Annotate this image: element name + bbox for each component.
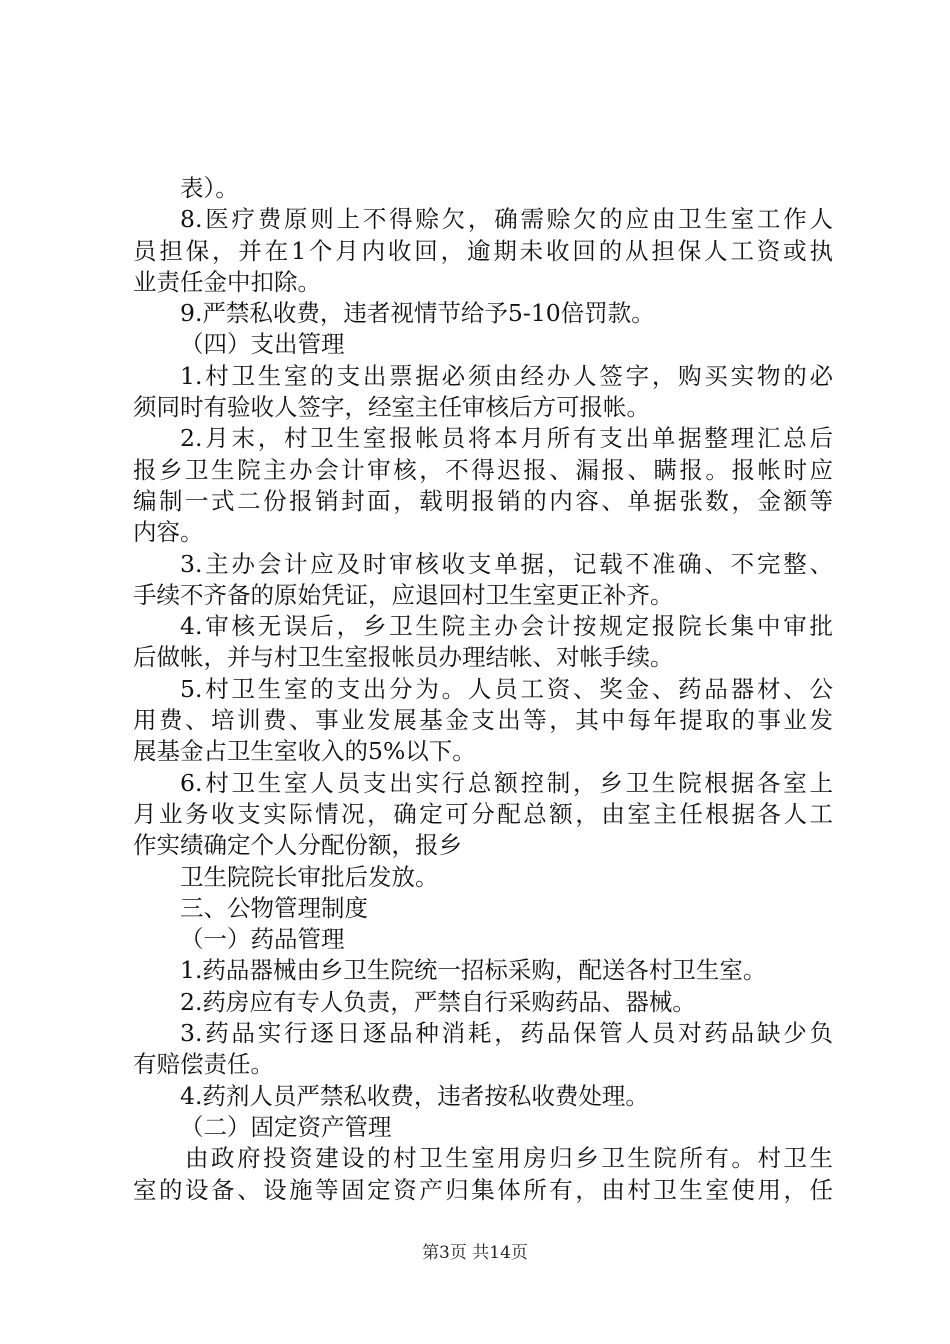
text-line: 3.药品实行逐日逐品种消耗，药品保管人员对药品缺少负	[180, 1019, 833, 1048]
text-line: 作实绩确定个人分配份额，报乡	[133, 831, 462, 860]
text-line: 5.村卫生室的支出分为。人员工资、奖金、药品器材、公	[180, 674, 833, 703]
text-line: 由政府投资建设的村卫生室用房归乡卫生院所有。村卫生	[185, 1144, 833, 1173]
document-body	[133, 173, 833, 1206]
text-line: 1.村卫生室的支出票据必须由经办人签字，购买实物的必	[180, 361, 833, 390]
text-line: 编制一式二份报销封面，载明报销的内容、单据张数，金额等	[133, 486, 833, 515]
text-line: 9.严禁私收费，违者视情节给予5-10倍罚款。	[180, 299, 655, 328]
page-number-footer: 第3页 共14页	[422, 1243, 528, 1263]
text-line: 有赔偿责任。	[133, 1050, 274, 1079]
text-line: 展基金占卫生室收入的5%以下。	[133, 737, 476, 766]
text-line: 用费、培训费、事业发展基金支出等，其中每年提取的事业发	[133, 706, 833, 735]
text-line: 8.医疗费原则上不得赊欠，确需赊欠的应由卫生室工作人	[180, 205, 833, 234]
text-line: 须同时有验收人签字，经室主任审核后方可报帐。	[133, 393, 650, 422]
text-line: 室的设备、设施等固定资产归集体所有，由村卫生室使用，任	[133, 1175, 833, 1204]
section-heading: （一）药品管理	[180, 925, 345, 954]
text-line: 内容。	[133, 518, 204, 547]
section-heading: 三、公物管理制度	[180, 893, 368, 922]
text-line: 2.月末，村卫生室报帐员将本月所有支出单据整理汇总后	[180, 424, 833, 453]
text-line: 手续不齐备的原始凭证，应退回村卫生室更正补齐。	[133, 580, 674, 609]
text-line: 报乡卫生院主办会计审核，不得迟报、漏报、瞒报。报帐时应	[133, 455, 833, 484]
section-heading: （四）支出管理	[180, 330, 345, 359]
text-line: 1.药品器械由乡卫生院统一招标采购，配送各村卫生室。	[180, 956, 767, 985]
text-line: 业责任金中扣除。	[133, 267, 321, 296]
text-line: 6.村卫生室人员支出实行总额控制，乡卫生院根据各室上	[180, 768, 833, 797]
text-line: 卫生院院长审批后发放。	[180, 862, 439, 891]
text-line: 3.主办会计应及时审核收支单据，记载不准确、不完整、	[180, 549, 833, 578]
text-line: 员担保，并在1个月内收回，逾期未收回的从担保人工资或执	[133, 236, 833, 265]
text-line: 4.药剂人员严禁私收费，违者按私收费处理。	[180, 1081, 649, 1110]
text-line: 4.审核无误后，乡卫生院主办会计按规定报院长集中审批	[180, 612, 833, 641]
section-heading: （二）固定资产管理	[180, 1112, 392, 1141]
text-line: 月业务收支实际情况，确定可分配总额，由室主任根据各人工	[133, 799, 833, 828]
text-line: 表）。	[180, 174, 239, 202]
text-line: 2.药房应有专人负责，严禁自行采购药品、器械。	[180, 987, 696, 1016]
text-line: 后做帐，并与村卫生室报帐员办理结帐、对帐手续。	[133, 643, 674, 672]
